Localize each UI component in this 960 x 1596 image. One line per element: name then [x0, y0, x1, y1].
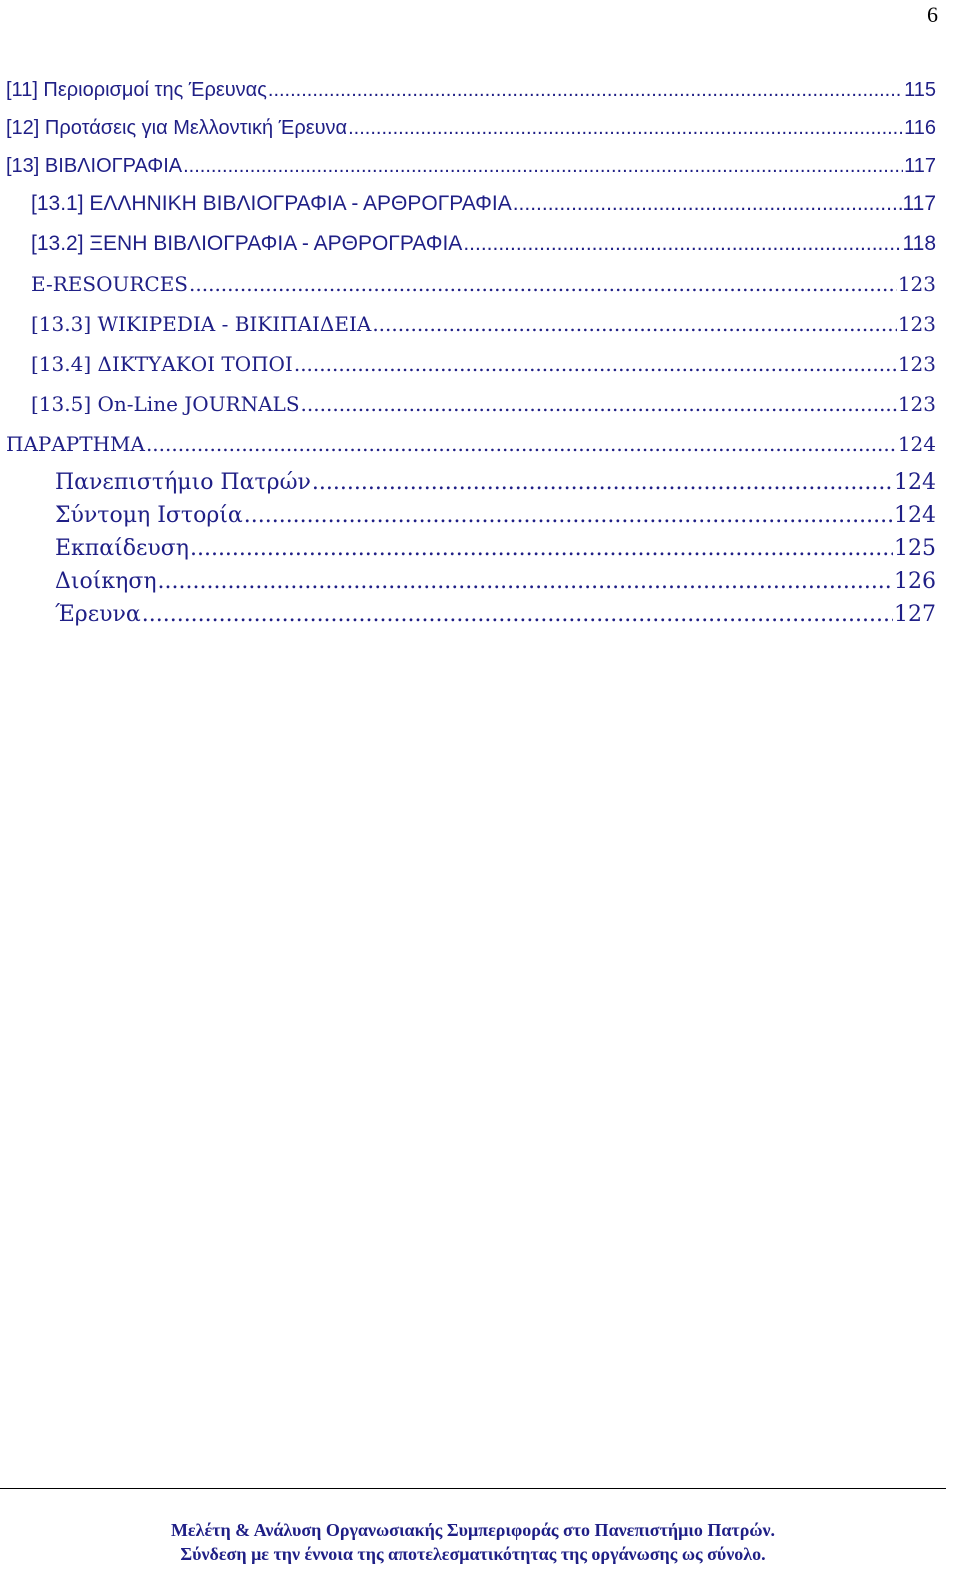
toc-dot-leader [463, 230, 901, 258]
footer-line-2: Σύνδεση με την έννοια της αποτελεσματικότητας της οργάνωσης ως σύνολο. [180, 1544, 766, 1564]
toc-entry-page: 115 [904, 79, 936, 101]
toc-dot-leader [189, 270, 897, 298]
toc-dot-leader [146, 430, 897, 458]
toc-entry-limitations[interactable] [6, 76, 936, 114]
toc-entry-page: 117 [902, 192, 936, 215]
toc-entry-title: Διοίκηση [55, 569, 157, 594]
toc-dot-leader [513, 190, 902, 218]
toc-entry-page: 124 [894, 470, 936, 495]
toc-entry-page: 123 [897, 272, 936, 296]
toc-entry-title: [13.2] ΞΕΝΗ ΒΙΒΛΙΟΓΡΑΦΙΑ - ΑΡΘΡΟΓΡΑΦΙΑ [31, 232, 463, 255]
toc-entry-page: 124 [894, 503, 936, 528]
toc-entry-page: 117 [904, 155, 936, 177]
toc-entry-university-of-patras[interactable] [6, 469, 936, 502]
toc-entry-title: [13.5] On-Line JOURNALS [31, 392, 300, 416]
toc-entry-title: Έρευνα [55, 602, 141, 627]
toc-entry-title: [11] Περιορισμοί της Έρευνας [6, 79, 267, 101]
toc-entry-title: ΠΑΡΑΡΤΗΜΑ [6, 432, 145, 456]
toc-dot-leader [294, 350, 897, 378]
toc-entry-greek-bibliography[interactable] [6, 190, 936, 230]
toc-dot-leader [190, 535, 893, 563]
toc-entry-e-resources[interactable] [6, 270, 936, 310]
toc-entry-future-research[interactable] [6, 114, 936, 152]
toc-dot-leader [268, 76, 903, 104]
toc-entry-foreign-bibliography[interactable] [6, 230, 936, 270]
toc-entry-title: [13] ΒΙΒΛΙΟΓΡΑΦΙΑ [6, 155, 183, 177]
toc-entry-wikipedia[interactable] [6, 310, 936, 350]
toc-entry-education[interactable] [6, 535, 936, 568]
footer-line-1: Μελέτη & Ανάλυση Οργανωσιακής Συμπεριφοράς στο Πανεπιστήμιο Πατρών. [170, 1520, 776, 1540]
toc-entry-title: Εκπαίδευση [55, 536, 189, 561]
toc-entry-page: 123 [897, 392, 936, 416]
toc-entry-title: [13.4] ΔΙΚΤΥΑΚΟΙ ΤΟΠΟΙ [31, 352, 293, 376]
toc-entry-title: Πανεπιστήμιο Πατρών [55, 470, 311, 495]
toc-dot-leader [183, 152, 903, 180]
toc-dot-leader [158, 568, 893, 596]
toc-entry-title: Σύντομη Ιστορία [55, 503, 243, 528]
toc-entry-page: 124 [897, 432, 936, 456]
toc-entry-title: [13.3] WIKIPEDIA - ΒΙΚΙΠΑΙΔΕΙΑ [31, 312, 372, 336]
toc-dot-leader [244, 502, 893, 530]
page-footer [0, 1518, 946, 1566]
toc-dot-leader [312, 469, 893, 497]
toc-entry-appendix[interactable] [6, 430, 936, 469]
toc-entry-page: 118 [902, 232, 936, 255]
table-of-contents [6, 76, 936, 634]
toc-dot-leader [348, 114, 903, 142]
toc-entry-title: [12] Προτάσεις για Μελλοντική Έρευνα [6, 117, 348, 139]
footer-divider [0, 1488, 946, 1489]
toc-entry-page: 116 [904, 117, 936, 139]
toc-entry-bibliography[interactable] [6, 152, 936, 190]
toc-entry-page: 126 [894, 569, 936, 594]
toc-dot-leader [301, 390, 897, 418]
toc-entry-websites[interactable] [6, 350, 936, 390]
toc-entry-short-history[interactable] [6, 502, 936, 535]
page-number: 6 [927, 2, 938, 27]
toc-dot-leader [372, 310, 897, 338]
toc-entry-page: 127 [894, 602, 936, 627]
toc-entry-title: E-RESOURCES [31, 272, 189, 296]
toc-entry-online-journals[interactable] [6, 390, 936, 430]
toc-entry-title: [13.1] ΕΛΛΗΝΙΚΗ ΒΙΒΛΙΟΓΡΑΦΙΑ - ΑΡΘΡΟΓΡΑΦΙΑ [31, 192, 512, 215]
toc-entry-page: 125 [894, 536, 936, 561]
toc-entry-research[interactable] [6, 601, 936, 634]
toc-entry-page: 123 [897, 312, 936, 336]
toc-entry-administration[interactable] [6, 568, 936, 601]
toc-entry-page: 123 [897, 352, 936, 376]
toc-dot-leader [142, 601, 893, 629]
